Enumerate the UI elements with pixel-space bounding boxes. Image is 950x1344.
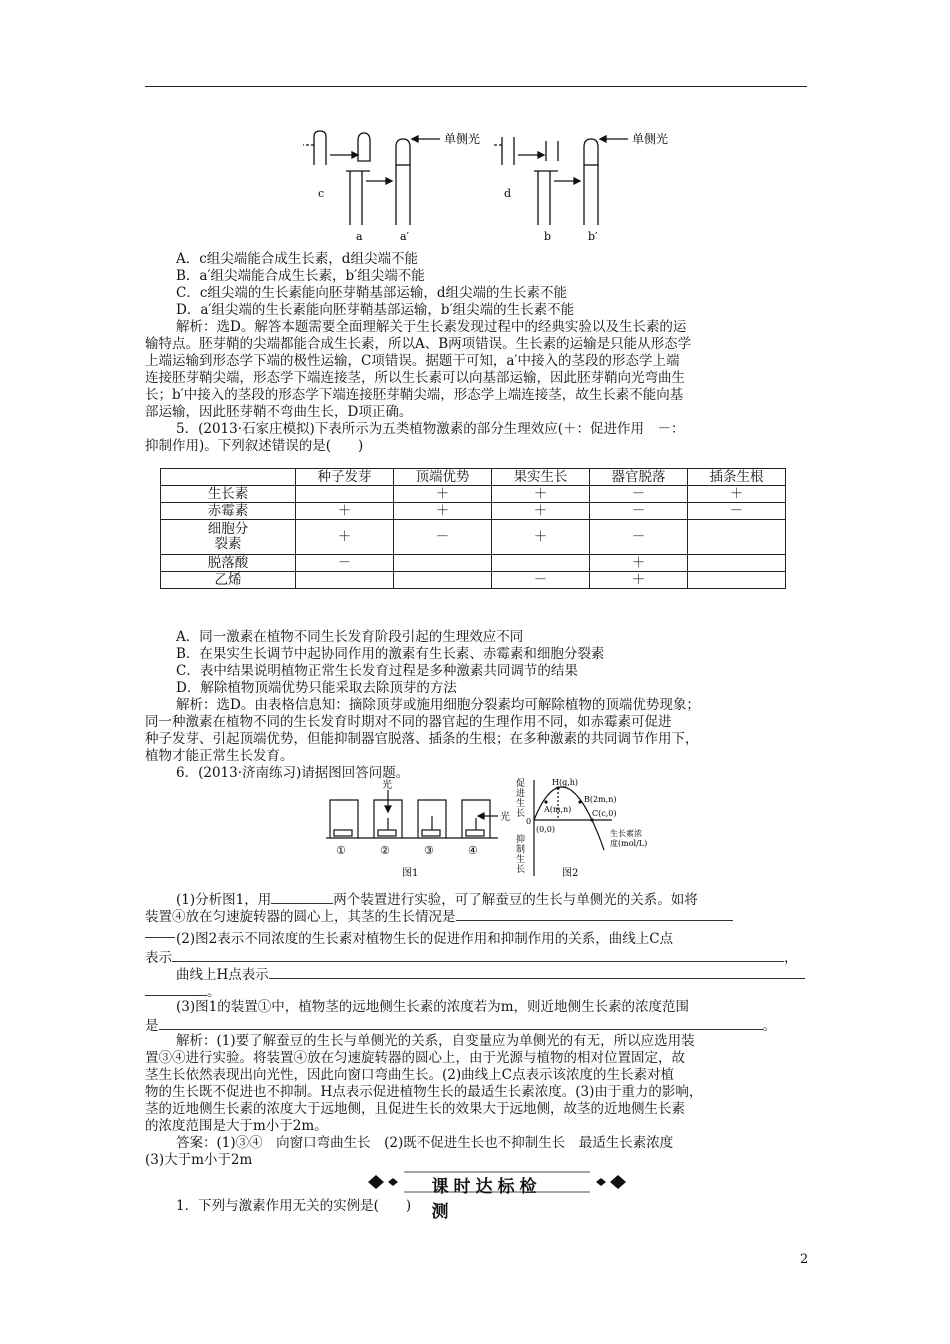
x-axis-label-1: 生长素浓: [610, 829, 642, 838]
table-header-cell: 插条生根: [688, 469, 786, 486]
hormone-effects-table: [160, 468, 786, 589]
label-d: d: [504, 187, 512, 200]
y-top-char: 进: [516, 789, 526, 799]
q5-option-a: A．同一激素在植物不同生长发育阶段引起的生理效应不同: [176, 629, 524, 645]
table-cell: [492, 555, 590, 572]
q4-analysis-line: 上端运输到形态学下端的极性运输，C项错误。据题干可知，a′中接入的茎段的形态学上端: [145, 353, 680, 369]
answer-blank[interactable]: [145, 924, 175, 938]
q6-analysis-line: 置③④进行实验。将装置④放在匀速旋转器的圆心上，由于光源与植物的相对位置固定，故: [145, 1050, 685, 1066]
point-a-marker: [544, 800, 547, 803]
fig1-number: ④: [468, 844, 478, 857]
table-cell: [394, 572, 492, 589]
point-h-label: H(g,h): [552, 778, 579, 787]
table-header-row: [161, 469, 786, 486]
q4-analysis-line: 连接胚芽鞘尖端，形态学下端连接茎，所以生长素可以向基部运输，因此胚芽鞘向光弯曲生: [145, 370, 685, 386]
row-name: 赤霉素: [161, 503, 296, 520]
q6-figure: [322, 776, 662, 882]
origin-label: (0,0): [536, 825, 555, 834]
y-top-char: 促: [516, 779, 526, 789]
table-row: [161, 486, 786, 503]
table-cell: ＋: [590, 572, 688, 589]
q4-option-d: D．a′组尖端的生长素能向胚芽鞘基部运输，b′组尖端的生长素不能: [176, 302, 575, 318]
y-bottom-char: 制: [516, 845, 526, 855]
q4-analysis-line: 输特点。胚芽鞘的尖端都能合成生长素，所以A、B两项错误。生长素的运输是只能从形态学: [145, 336, 692, 352]
label-a: a: [356, 230, 363, 243]
q5-analysis-line: 种子发芽、引起顶端优势，但能抑制器官脱落、插条的生根；在多种激素的共同调节作用下，: [145, 731, 699, 747]
answer-blank[interactable]: [172, 948, 784, 962]
x-axis-label-2: 度(mol/L): [610, 839, 648, 848]
table-cell: ＋: [590, 555, 688, 572]
label-b-prime: b′: [588, 230, 598, 243]
q5-analysis-line: 解析：选D。由表格信息知：摘除顶芽或施用细胞分裂素均可解除植物的顶端优势现象；: [176, 697, 700, 713]
q6-part1-text-c: 装置④放在匀速旋转器的圆心上，其茎的生长情况是: [145, 909, 456, 925]
label-b: b: [544, 230, 552, 243]
table-cell: [296, 486, 394, 503]
banner-title: 课时达标检测: [431, 1177, 542, 1222]
table-row: [161, 520, 786, 555]
q5-analysis-line: 同一种激素在植物不同的生长发育时期对不同的器官起的生理作用不同，如赤霉素可促进: [145, 714, 672, 730]
table-cell: ＋: [394, 503, 492, 520]
table-cell: －: [590, 503, 688, 520]
header-rule: [145, 86, 807, 87]
point-c-label: C(c,0): [592, 809, 617, 818]
q6-analysis-line: 物的生长既不促进也不抑制。H点表示促进植物生长的最适生长素浓度。(3)由于重力的影响，: [145, 1084, 703, 1100]
table-header-cell: 种子发芽: [296, 469, 394, 486]
fig1-number: ①: [336, 844, 346, 857]
answer-blank[interactable]: [145, 982, 207, 996]
y-top-char: 长: [516, 809, 526, 819]
q6-analysis-line: 茎生长依然表现出向光性，因此向窗口弯曲生长。(2)曲线上C点表示该浓度的生长素对植: [145, 1067, 674, 1083]
period: 。: [207, 984, 221, 1000]
q5-option-d: D．解除植物顶端优势只能采取去除顶芽的方法: [176, 680, 457, 696]
point-a-label: A(m,n): [544, 805, 572, 814]
q6-part1-line: [145, 907, 733, 926]
q6-part2-line: [176, 965, 805, 984]
row-name-line-2: 裂素: [214, 536, 242, 552]
table-cell: ＋: [296, 520, 394, 555]
table-cell: －: [590, 520, 688, 555]
y-axis-top-label: [516, 778, 525, 819]
q5-option-c: C．表中结果说明植物正常生长发育过程是多种激素共同调节的结果: [176, 663, 578, 679]
q5-option-b: B．在果实生长调节中起协同作用的激素有生长素、赤霉素和细胞分裂素: [176, 646, 605, 662]
y-bottom-char: 生: [516, 855, 526, 865]
row-name: [161, 520, 296, 555]
grafting-experiment-figure: [300, 125, 680, 245]
light-label-2: 单侧光: [632, 132, 669, 146]
table-cell: ＋: [492, 486, 590, 503]
table-cell: －: [394, 520, 492, 555]
q6-part2-comma: ，: [784, 950, 798, 966]
section-banner: [366, 1170, 628, 1222]
table-row: [161, 572, 786, 589]
table-cell: ＋: [394, 486, 492, 503]
table-header-cell: 果实生长: [492, 469, 590, 486]
table-cell: ＋: [492, 520, 590, 555]
table-cell: －: [492, 572, 590, 589]
q6-part3-line: (3)图1的装置①中，植物茎的远地侧生长素的浓度若为m，则近地侧生长素的浓度范围: [176, 999, 690, 1015]
q5-analysis-line: 植物才能正常生长发育。: [145, 748, 294, 764]
table-cell: [296, 572, 394, 589]
q4-option-a: A．c组尖端能合成生长素，d组尖端不能: [176, 251, 418, 267]
q6-part1-text-a: (1)分析图1，用: [176, 892, 272, 908]
table-header-cell: [161, 469, 296, 486]
y-bottom-char: 抑: [516, 835, 526, 845]
table-cell: －: [688, 503, 786, 520]
row-name: 脱落酸: [161, 555, 296, 572]
q4-analysis-line: 部运输，因此胚芽鞘不弯曲生长，D项正确。: [145, 404, 413, 420]
fig1-light-top: 光: [382, 780, 392, 791]
q4-option-c: C．c组尖端的生长素能向胚芽鞘基部运输，d组尖端的生长素不能: [176, 285, 568, 301]
table-cell: [688, 520, 786, 555]
q6-stem: 6．(2013·济南练习)请据图回答问题。: [176, 765, 410, 781]
period: 。: [762, 1018, 776, 1034]
table-row: [161, 503, 786, 520]
q6-analysis-line: 的浓度范围是大于m小于2m。: [145, 1118, 328, 1134]
table-cell: [688, 555, 786, 572]
table-row: [161, 555, 786, 572]
fig1-number: ③: [424, 844, 434, 857]
light-label-1: 单侧光: [444, 132, 481, 146]
y-bottom-char: 长: [516, 865, 526, 875]
q4-analysis-line: 长；b′中接入的茎段的形态学下端连接胚芽鞘尖端，形态学上端连接茎，故生长素不能向基: [145, 387, 684, 403]
row-name: 生长素: [161, 486, 296, 503]
answer-blank[interactable]: [269, 965, 805, 979]
q6-part2-line: (2)图2表示不同浓度的生长素对植物生长的促进作用和抑制作用的关系，曲线上C点: [176, 931, 674, 947]
answer-blank[interactable]: [456, 907, 733, 921]
q4-option-b: B．a′组尖端能合成生长素，b′组尖端不能: [176, 268, 425, 284]
label-a-prime: a′: [400, 230, 410, 243]
q6-analysis-line: 茎的近地侧生长素的浓度大于远地侧，且促进生长的效果大于远地侧，故茎的近地侧生长素: [145, 1101, 685, 1117]
page-number: 2: [800, 1252, 809, 1267]
q6-answer-line: 答案：(1)③④ 向窗口弯曲生长 (2)既不促进生长也不抑制生长 最适生长素浓度: [176, 1135, 674, 1151]
fig1-caption: 图1: [402, 868, 419, 879]
fig1-light-right: 光: [500, 812, 510, 823]
q6-answer-line: (3)大于m小于2m: [145, 1152, 253, 1168]
point-c-marker: [590, 818, 593, 821]
q5-stem-line: 5．(2013·石家庄模拟)下表所示为五类植物激素的部分生理效应(＋：促进作用 －：: [176, 421, 685, 437]
table-cell: [688, 572, 786, 589]
q6-part3-text-b: 是: [145, 1018, 159, 1034]
q5-stem-line: 抑制作用)。下列叙述错误的是( ): [145, 438, 364, 454]
table-header-cell: 顶端优势: [394, 469, 492, 486]
answer-blank[interactable]: [271, 890, 333, 904]
row-name-line-1: 细胞分: [207, 521, 249, 537]
y-axis-bottom-label: [516, 833, 525, 875]
table-cell: －: [590, 486, 688, 503]
table-header-cell: 器官脱落: [590, 469, 688, 486]
point-b-label: B(2m,n): [584, 795, 617, 804]
zero-label: 0: [526, 817, 532, 826]
table-cell: [394, 555, 492, 572]
table-cell: ＋: [492, 503, 590, 520]
table-cell: －: [296, 555, 394, 572]
table-cell: ＋: [688, 486, 786, 503]
y-top-char: 生: [516, 799, 526, 809]
label-c: c: [318, 187, 325, 200]
table-cell: ＋: [296, 503, 394, 520]
q4-analysis-line: 解析：选D。解答本题需要全面理解关于生长素发现过程中的经典实验以及生长素的运: [176, 319, 687, 335]
q6-part2-text-b: 表示: [145, 950, 172, 966]
q6-analysis-line: 解析：(1)要了解蚕豆的生长与单侧光的关系，自变量应为单侧光的有无，所以应选用装: [176, 1033, 695, 1049]
fig2-caption: 图2: [562, 868, 579, 879]
answer-blank[interactable]: [159, 1016, 763, 1030]
q6-part1-text-b: 两个装置进行实验，可了解蚕豆的生长与单侧光的关系。如将: [333, 892, 698, 908]
q6-part2-text-c: 曲线上H点表示: [176, 967, 269, 983]
point-b-marker: [578, 800, 581, 803]
next-question: 1．下列与激素作用无关的实例是( ): [176, 1198, 412, 1214]
q6-part1-line: [145, 924, 175, 943]
fig1-number: ②: [380, 844, 390, 857]
row-name: 乙烯: [161, 572, 296, 589]
